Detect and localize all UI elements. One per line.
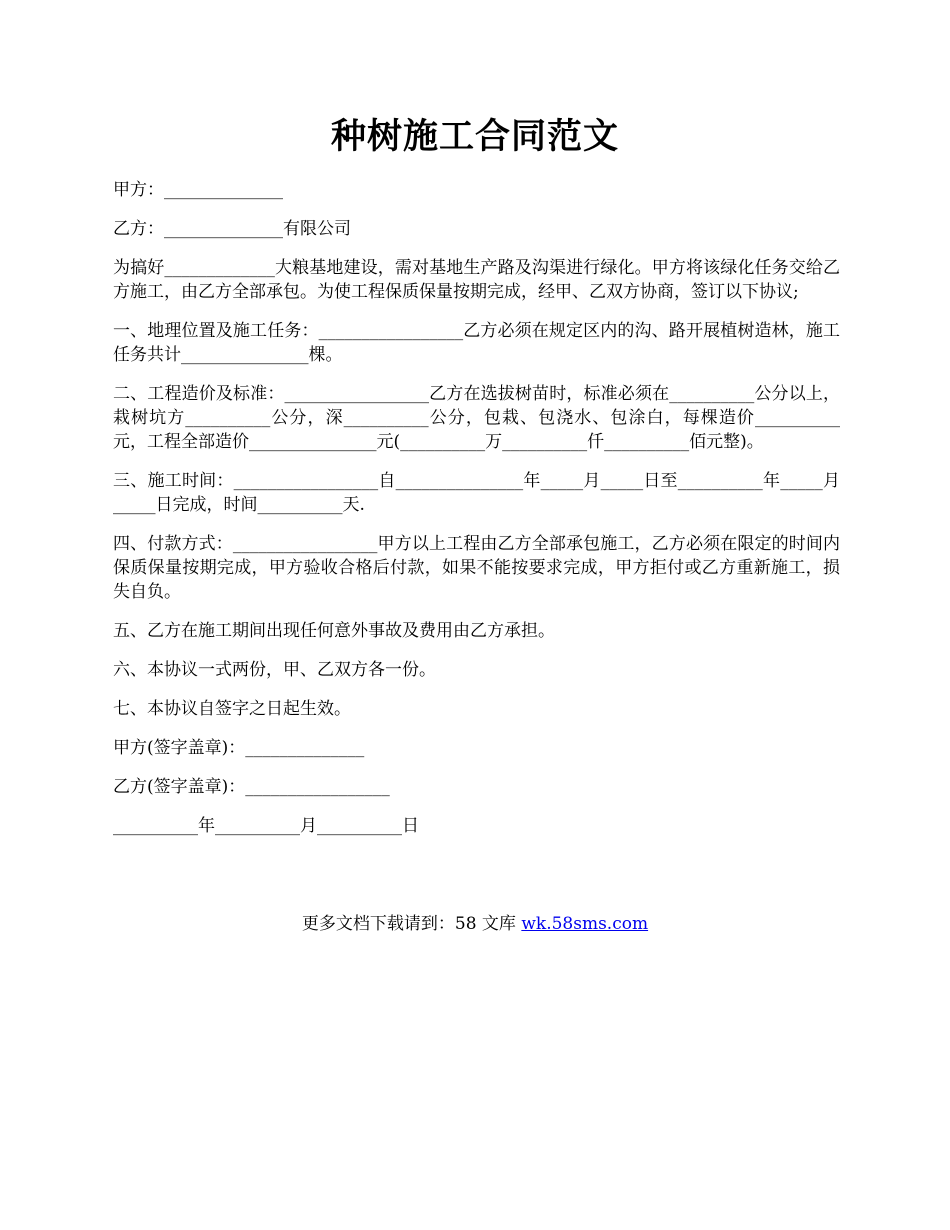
clause-7-effective: 七、本协议自签字之日起生效。 [113, 699, 351, 719]
document-body [113, 178, 840, 853]
download-footer [0, 912, 950, 936]
document-title: 种树施工合同范文 [330, 116, 619, 157]
party-b-line: 乙方：______________有限公司 [113, 219, 351, 239]
clause-5-liability: 五、乙方在施工期间出现任何意外事故及费用由乙方承担。 [113, 621, 555, 641]
party-a-line: 甲方：______________ [113, 180, 283, 200]
clause-1-location-task: 一、地理位置及施工任务：_________________乙方必须在规定区内的沟、路开展植树造林，施工任务共计_______________棵。 [113, 321, 840, 365]
party-b-signature-line: 乙方(签字盖章)：_________________ [113, 777, 390, 797]
preamble-paragraph: 为搞好_____________大粮基地建设，需对基地生产路及沟渠进行绿化。甲方将该绿化任务交给乙方施工，由乙方全部承包。为使工程保质保量按期完成，经甲、乙双方协商，签订以下协议; [113, 258, 840, 302]
clause-2-cost-standard: 二、工程造价及标准：_________________乙方在选拔树苗时，标准必须在__________公分以上，栽树坑方__________公分，深__________公分，包栽、包浇水、包涂白，每棵造价__________元，工程全部造价_______________元(__________万__________仟__________佰元整)。 [113, 384, 840, 452]
date-line: __________年__________月__________日 [113, 816, 419, 836]
clause-3-construction-time: 三、施工时间：_________________自_______________年_____月_____日至__________年_____月_____日完成，时间__________天. [113, 471, 840, 515]
footer-link[interactable]: wk.58sms.com [521, 914, 649, 934]
clause-4-payment: 四、付款方式：_________________甲方以上工程由乙方全部承包施工，乙方必须在限定的时间内保质保量按期完成，甲方验收合格后付款，如果不能按要求完成，甲方拒付或乙方重新施工，损失自负。 [113, 534, 840, 602]
clause-6-copies: 六、本协议一式两份，甲、乙双方各一份。 [113, 660, 436, 680]
footer-text: 更多文档下载请到：58 文库 [301, 914, 522, 934]
party-a-signature-line: 甲方(签字盖章)：______________ [113, 738, 365, 758]
